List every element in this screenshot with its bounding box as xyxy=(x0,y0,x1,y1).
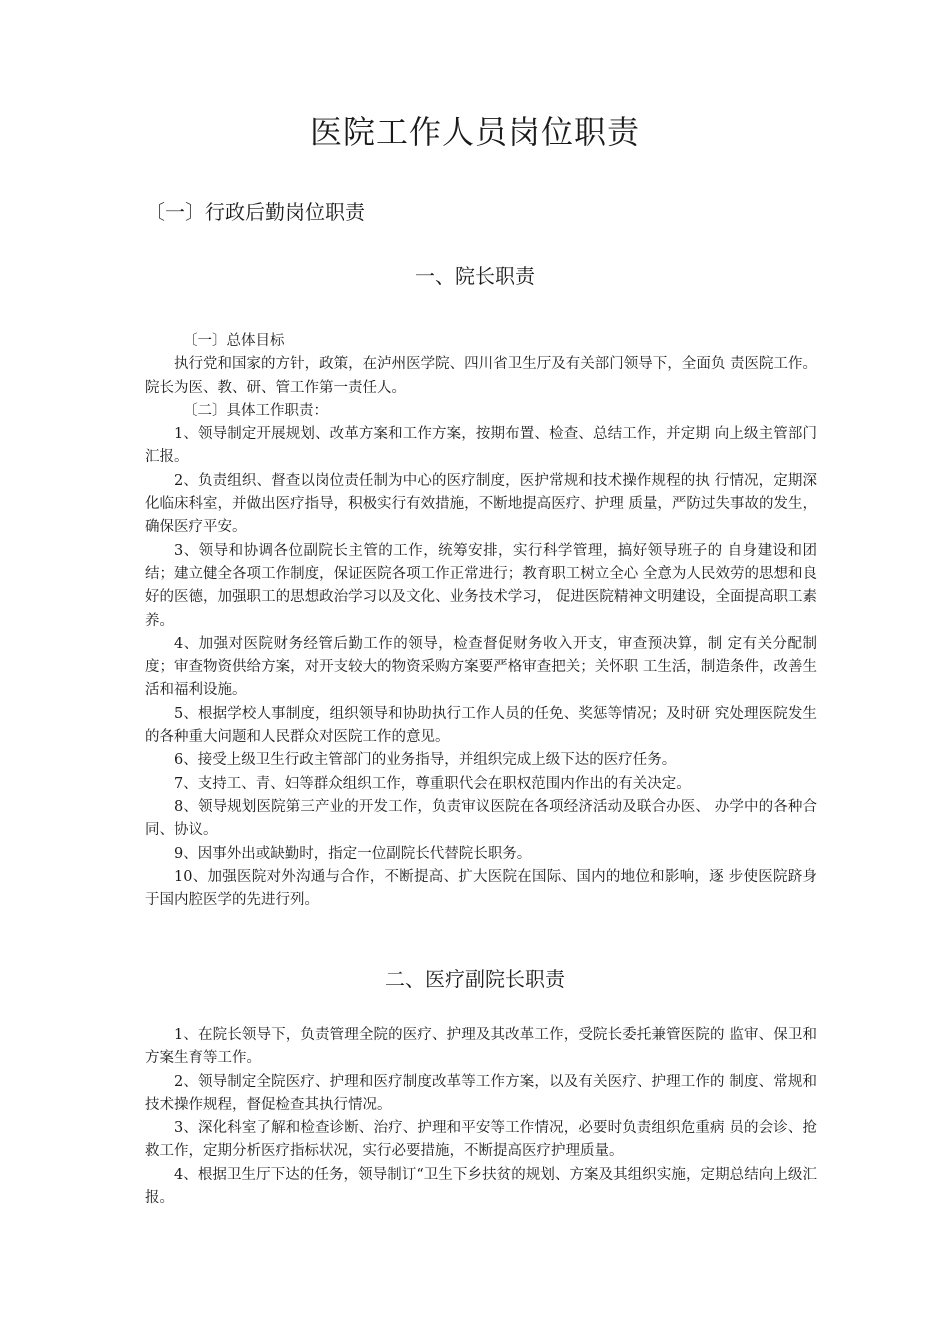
vice-president-duties-body xyxy=(145,1024,817,1210)
vice-president-duty-item: 1、在院长领导下，负责管理全院的医疗、护理及其改革工作，受院长委托兼管医院的 监审、保卫和方案生育等工作。 xyxy=(145,1027,817,1067)
vice-president-duty-item: 4、根据卫生厅下达的任务，领导制订“卫生下乡扶贫的规划、方案及其组织实施，定期总结向上级汇报。 xyxy=(145,1166,817,1207)
president-duty-item: 8、领导规划医院第三产业的开发工作，负责审议医院在各项经济活动及联合办医、 办学中的各种合同、协议。 xyxy=(145,798,817,839)
president-duties-body xyxy=(145,330,817,912)
heading-president-duties: 一、院长职责 xyxy=(415,264,535,288)
president-duty-item: 6、接受上级卫生行政主管部门的业务指导，并组织完成上级下达的医疗任务。 xyxy=(174,752,677,769)
president-duty-item: 1、领导制定开展规划、改革方案和工作方案，按期布置、检查、总结工作，并定期 向上级主管部门汇报。 xyxy=(145,426,817,466)
president-duty-item: 5、根据学校人事制度，组织领导和协助执行工作人员的任免、奖惩等情况；及时研 究处理医院发生的各种重大问题和人民群众对医院工作的意见。 xyxy=(145,705,817,746)
president-duty-item: 2、负责组织、督查以岗位责任制为中心的医疗制度，医护常规和技术操作规程的执 行情况，定期深化临床科室，并做出医疗指导，积极实行有效措施，不断地提高医疗、护理 质量，严防过失事故的发生，确保医疗平安。 xyxy=(145,472,817,536)
heading-vice-president-duties: 二、医疗副院长职责 xyxy=(385,967,565,991)
president-duty-item: 7、支持工、青、妇等群众组织工作，尊重职代会在职权范围内作出的有关决定。 xyxy=(174,775,691,792)
president-duty-item: 10、加强医院对外沟通与合作，不断提高、扩大医院在国际、国内的地位和影响，逐 步使医院跻身于国内腔医学的先进行列。 xyxy=(145,868,817,909)
document-title: 医院工作人员岗位职责 xyxy=(309,113,640,151)
section-heading-admin: 〔一〕行政后勤岗位职责 xyxy=(145,200,365,224)
vice-president-duty-item: 3、深化科室了解和检查诊断、治疗、护理和平安等工作情况，必要时负责组织危重病 员的会诊、抢救工作，定期分析医疗指标状况，实行必要措施，不断提高医疗护理质量。 xyxy=(145,1120,817,1160)
overall-goal-label: 〔一〕总体目标 xyxy=(183,333,285,349)
president-duty-item: 9、因事外出或缺勤时，指定一位副院长代替院长职务。 xyxy=(174,845,532,862)
overall-goal-text: 执行党和国家的方针，政策，在泸州医学院、四川省卫生厅及有关部门领导下，全面负 责医院工作。院长为医、教、研、管工作第一责任人。 xyxy=(145,356,817,396)
president-duty-item: 4、加强对医院财务经管后勤工作的领导，检查督促财务收入开支，审查预决算，制 定有关分配制度；审查物资供给方案，对开支较大的物资采购方案要严格审查把关；关怀职 工生活，制造条件，改善生活和福利设施。 xyxy=(145,635,817,699)
specific-duties-label: 〔二〕具体工作职责： xyxy=(183,402,328,419)
president-duty-item: 3、领导和协调各位副院长主管的工作，统筹安排，实行科学管理，搞好领导班子的 自身建设和团结；建立健全各项工作制度，保证医院各项工作正常进行；教育职工树立全心 全意为人民效劳的思想和良好的医德，加强职工的思想政治学习以及文化、业务技术学习， 促进医院精神文明建设，全面提高职工素养。 xyxy=(145,542,817,629)
vice-president-duty-item: 2、领导制定全院医疗、护理和医疗制度改革等工作方案，以及有关医疗、护理工作的 制度、常规和技术操作规程，督促检查其执行情况。 xyxy=(145,1073,817,1113)
